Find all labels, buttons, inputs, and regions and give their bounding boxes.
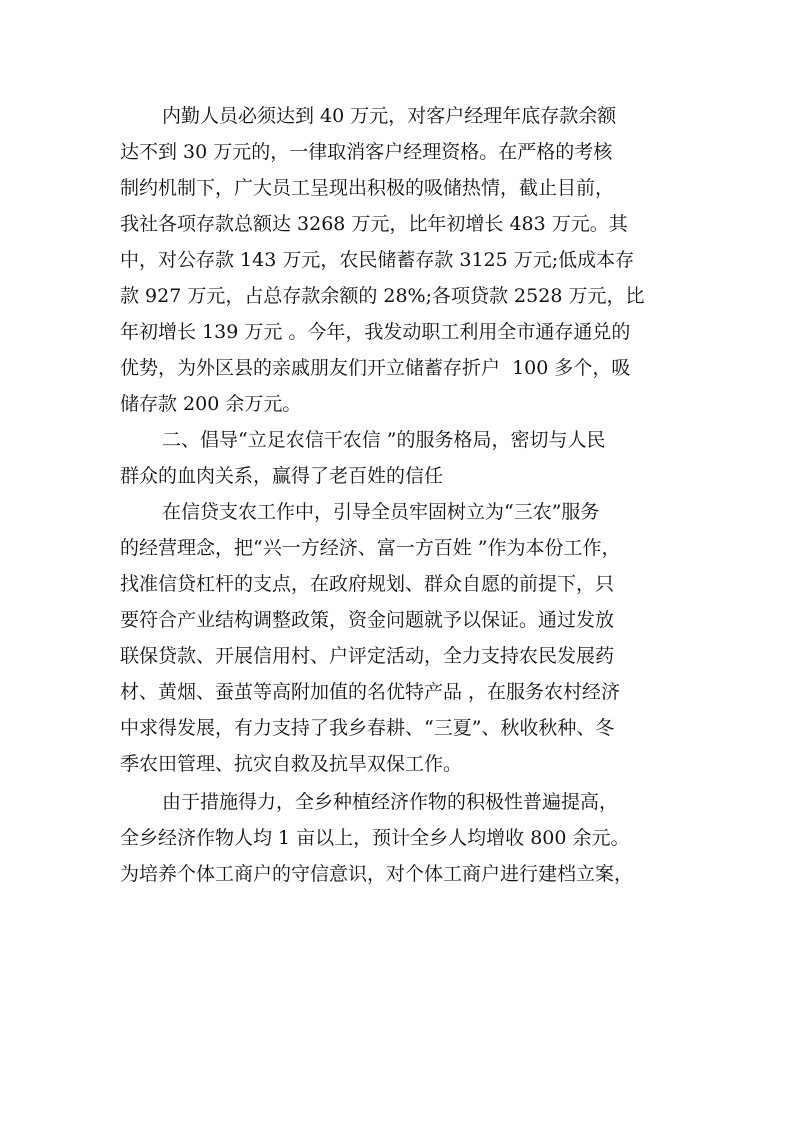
paragraph-line: 款 927 万元，占总存款余额的 28%;各项贷款 2528 万元，比 (120, 285, 645, 307)
paragraph-line: 在信贷支农工作中，引导全员牢固树立为“三农”服务 (162, 501, 600, 523)
paragraph-line: 材、黄烟、蚕茧等高附加值的名优特产品 ，在服务农村经济 (120, 681, 621, 703)
paragraph-line: 优势，为外区县的亲戚朋友们开立储蓄存折户 100 多个，吸 (120, 357, 631, 379)
paragraph-line: 要符合产业结构调整政策，资金问题就予以保证。通过发放 (120, 609, 615, 631)
paragraph-line: 年初增长 139 万元 。今年，我发动职工利用全市通存通兑的 (120, 321, 631, 343)
paragraph-line: 为培养个体工商户的守信意识，对个体工商户进行建档立案， (120, 863, 634, 885)
paragraph-line: 的经营理念，把“兴一方经济、富一方百姓 ”作为本份工作， (120, 537, 621, 559)
paragraph-line: 储存款 200 余万元。 (120, 393, 302, 415)
paragraph-line: 联保贷款、开展信用村、户评定活动，全力支持农民发展药 (120, 645, 615, 667)
paragraph-line: 内勤人员必须达到 40 万元，对客户经理年底存款余额 (162, 105, 617, 127)
paragraph-line: 制约机制下，广大员工呈现出积极的吸储热情，截止目前， (120, 177, 615, 199)
paragraph-line: 中，对公存款 143 万元，农民储蓄存款 3125 万元;低成本存 (120, 249, 635, 271)
paragraph-line: 季农田管理、抗灾自救及抗旱双保工作。 (120, 753, 463, 775)
paragraph-line: 中求得发展，有力支持了我乡春耕、“三夏”、秋收秋种、冬 (120, 717, 615, 739)
paragraph-line: 全乡经济作物人均 1 亩以上，预计全乡人均增收 800 余元。 (120, 827, 630, 849)
section-heading-line: 二、倡导“立足农信干农信 ”的服务格局，密切与人民 (162, 429, 606, 451)
paragraph-line: 我社各项存款总额达 3268 万元，比年初增长 483 万元。其 (120, 213, 628, 235)
paragraph-line: 找准信贷杠杆的支点，在政府规划、群众自愿的前提下，只 (120, 573, 615, 595)
paragraph-line: 达不到 30 万元的，一律取消客户经理资格。在严格的考核 (120, 141, 613, 163)
document-body (120, 98, 680, 892)
paragraph-line: 由于措施得力，全乡种植经济作物的积极性普遍提高， (162, 791, 619, 813)
section-heading-line: 群众的血肉关系，赢得了老百姓的信任 (120, 465, 444, 487)
